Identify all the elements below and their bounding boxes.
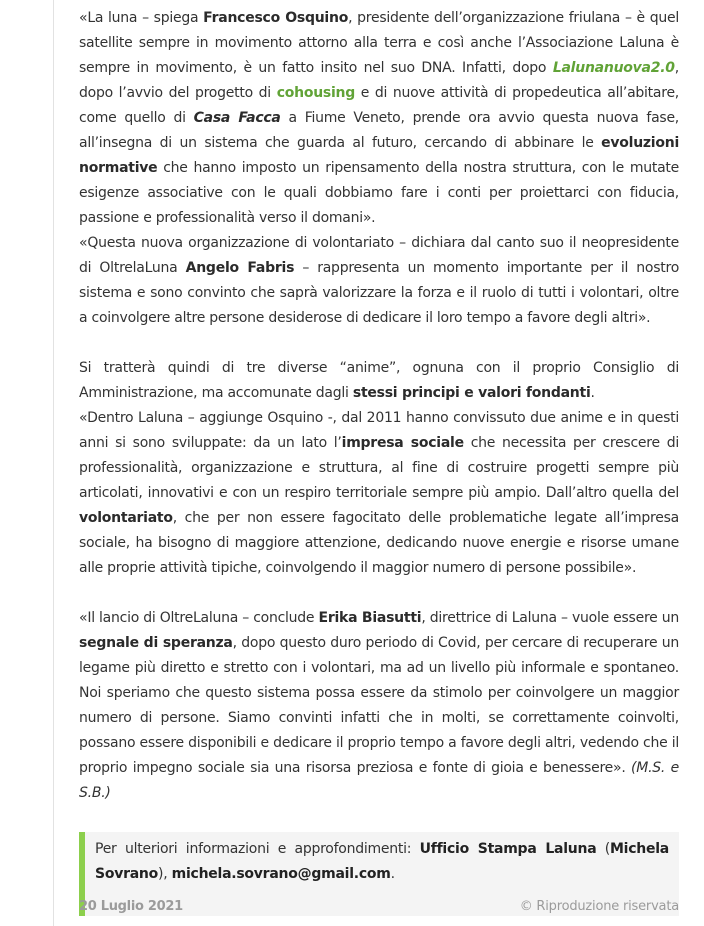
- emphasis-volontariato: volontariato: [79, 510, 173, 526]
- publish-date: 20 Luglio 2021: [79, 899, 183, 914]
- name-erika-biasutti: Erika Biasutti: [318, 610, 422, 626]
- left-divider-line: [53, 0, 54, 926]
- link-cohousing[interactable]: cohousing: [276, 85, 356, 101]
- press-office-name: Ufficio Stampa Laluna: [419, 841, 597, 857]
- paragraph-fabris-quote: [79, 231, 679, 331]
- paragraph-dentro-laluna: [79, 406, 679, 581]
- text: Si tratterà quindi di tre diverse “anime”, ognuna con il proprio Consiglio di Amministrazione, ma accomunate dagli: [79, 360, 679, 401]
- text: «Dentro Laluna – aggiunge Osquino -, dal 2011 hanno convissuto due anime e in questi anni si sono sviluppate: da un lato l’: [79, 410, 679, 451]
- text: , direttrice di Laluna – vuole essere un: [421, 610, 679, 626]
- name-francesco-osquino: Francesco Osquino: [203, 10, 349, 26]
- article-footer: [79, 899, 679, 914]
- text: (: [596, 841, 610, 857]
- text: «Questa nuova organizzazione di volontariato – dichiara dal canto suo il neopresidente di OltrelaLuna: [79, 235, 679, 276]
- project-casa-facca: Casa Facca: [193, 110, 281, 126]
- text: , che per non essere fagocitato delle problematiche legate all’impresa sociale, ha bisogno di maggiore attenzione, dedicando nuove energie e risorse umane alle proprie attività tipiche, coinvolgendo il maggior numero di persone possibile».: [79, 510, 679, 576]
- copyright-notice: © Riproduzione riservata: [519, 899, 679, 914]
- text: Per ulteriori informazioni e approfondimenti:: [95, 841, 420, 857]
- paragraph-osquino-quote: [79, 6, 679, 231]
- text: a Fiume Veneto, prende ora avvio questa nuova fase, all’insegna di un sistema che guarda al futuro, cercando di abbinare le: [79, 110, 680, 151]
- text: .: [590, 385, 595, 401]
- link-lalunanuova[interactable]: Lalunanuova2.0: [552, 60, 675, 76]
- author-credit: (M.S. e S.B.): [79, 760, 679, 801]
- emphasis-evoluzioni-normative: evoluzioni normative: [79, 135, 679, 176]
- text: , dopo questo duro periodo di Covid, per cercare di recuperare un legame più diretto e stretto con i volontari, ma ad un livello più informale e spontaneo. Noi speriamo che questo sistema possa essere da stimolo per coinvolgere un maggior numero di persone. Siamo convinti infatti che in molti, se correttamente coinvolti, possano essere disponibili e dedicare il proprio tempo a favore degli altri, vedendo che il proprio impegno sociale sia una risorsa preziosa e fonte di gioia e benessere».: [79, 635, 680, 776]
- contact-person-name: Michela Sovrano: [95, 841, 669, 882]
- contact-email[interactable]: michela.sovrano@gmail.com: [171, 866, 391, 882]
- text: e di nuove attività di propedeutica all’abitare, come quello di: [79, 85, 680, 126]
- text: , presidente dell’organizzazione friulana – è quel satellite sempre in movimento attorno alla terra e così anche l’Associazione Laluna è sempre in movimento, è un fatto insito nel suo DNA. Infatti, dopo: [79, 10, 680, 76]
- text: che necessita per crescere di professionalità, organizzazione e struttura, al fine di costruire progetti sempre più articolati, innovativi e con un respiro territoriale sempre più ampio. Dall’altro quella del: [79, 435, 680, 501]
- contact-info-text: [95, 837, 669, 887]
- text: «La luna – spiega: [79, 10, 204, 26]
- article-body: [79, 6, 679, 806]
- paragraph-biasutti-quote: [79, 606, 679, 806]
- article-content: [79, 6, 679, 916]
- name-angelo-fabris: Angelo Fabris: [185, 260, 295, 276]
- emphasis-segnale-speranza: segnale di speranza: [79, 635, 233, 651]
- text: .: [390, 866, 395, 882]
- text: ),: [158, 866, 172, 882]
- emphasis-impresa-sociale: impresa sociale: [341, 435, 464, 451]
- text: «Il lancio di OltreLaluna – conclude: [79, 610, 319, 626]
- emphasis-principi-valori: stessi principi e valori fondanti: [352, 385, 591, 401]
- text: che hanno imposto un ripensamento della nostra struttura, con le mutate esigenze associative con le quali dobbiamo fare i conti per proiettarci con fiducia, passione e professionalità verso il domani».: [79, 160, 679, 226]
- paragraph-tre-anime: [79, 356, 679, 406]
- text: – rappresenta un momento importante per il nostro sistema e sono convinto che saprà valorizzare la forza e il ruolo di tutti i volontari, oltre a coinvolgere altre persone desiderose di dedicare il loro tempo a favore degli altri».: [79, 260, 680, 326]
- text: , dopo l’avvio del progetto di: [79, 60, 679, 101]
